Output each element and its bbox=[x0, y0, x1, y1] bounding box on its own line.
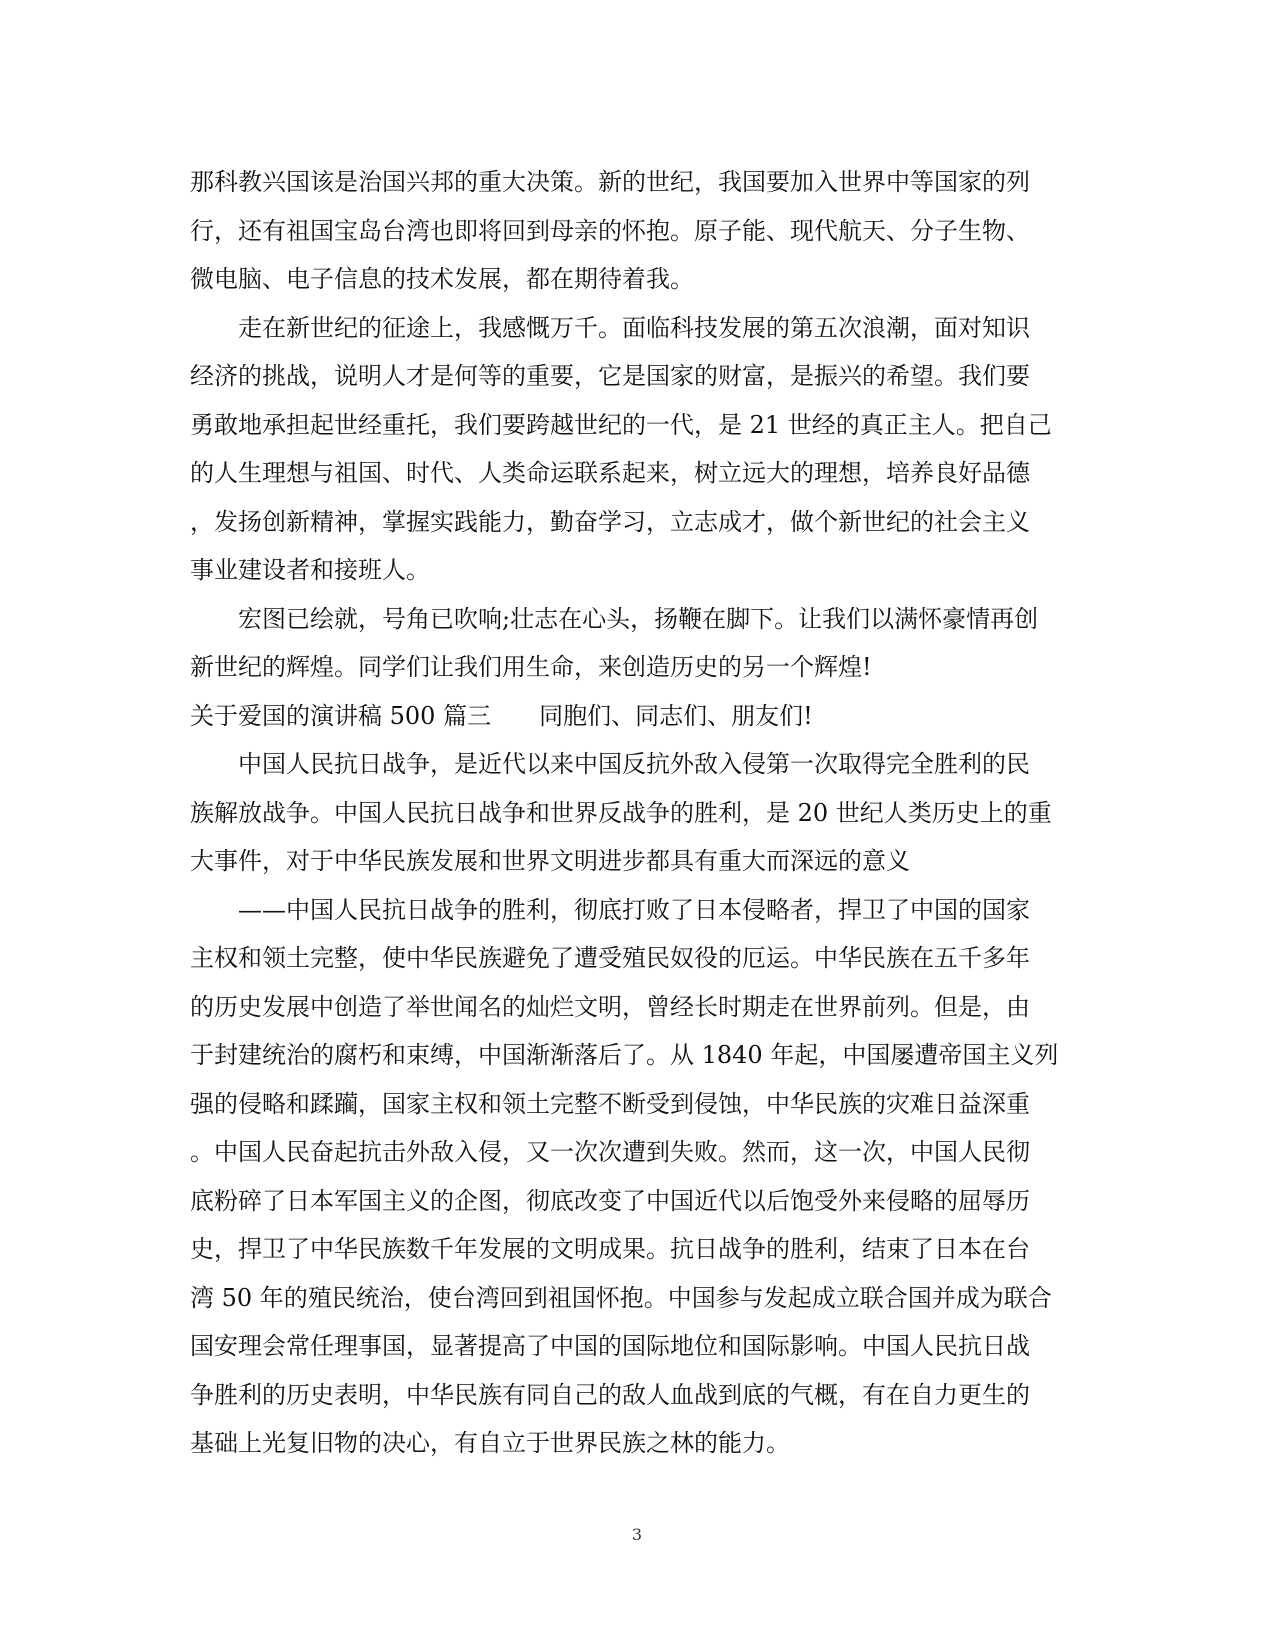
text-line: 族解放战争。中国人民抗日战争和世界反战争的胜利，是 20 世纪人类历史上的重 bbox=[190, 798, 1052, 827]
page-number: 3 bbox=[631, 1525, 643, 1544]
paragraph-block-before bbox=[190, 158, 1078, 692]
text-line: 基础上光复旧物的决心，有自立于世界民族之林的能力。 bbox=[190, 1429, 790, 1457]
text-line: 湾 50 年的殖民统治，使台湾回到祖国怀抱。中国参与发起成立联合国并成为联合 bbox=[190, 1283, 1052, 1312]
text-line: ，发扬创新精神，掌握实践能力，勤奋学习，立志成才，做个新世纪的社会主义 bbox=[190, 507, 1030, 536]
text-line: 新世纪的辉煌。同学们让我们用生命，来创造历史的另一个辉煌! bbox=[190, 653, 872, 681]
text-line: 底粉碎了日本军国主义的企图，彻底改变了中国近代以后饱受外来侵略的屈辱历 bbox=[190, 1186, 1030, 1215]
text-line: 微电脑、电子信息的技术发展，都在期待着我。 bbox=[190, 265, 694, 293]
text-line: ——中国人民抗日战争的胜利，彻底打败了日本侵略者，捍卫了中国的国家 bbox=[238, 895, 1030, 924]
text-line: 大事件，对于中华民族发展和世界文明进步都具有重大而深远的意义 bbox=[190, 847, 910, 875]
text-line: 争胜利的历史表明，中华民族有同自己的敌人血战到底的气概，有在自力更生的 bbox=[190, 1380, 1030, 1409]
text-line: 走在新世纪的征途上，我感慨万千。面临科技发展的第五次浪潮，面对知识 bbox=[238, 313, 1030, 342]
section-heading bbox=[190, 692, 1078, 741]
text-line: 强的侵略和蹂躏，国家主权和领土完整不断受到侵蚀，中华民族的灾难日益深重 bbox=[190, 1089, 1030, 1118]
text-line: 行，还有祖国宝岛台湾也即将回到母亲的怀抱。原子能、现代航天、分子生物、 bbox=[190, 216, 1030, 245]
section-greeting: 同胞们、同志们、朋友们! bbox=[539, 701, 813, 730]
text-line: 史，捍卫了中华民族数千年发展的文明成果。抗日战争的胜利，结束了日本在台 bbox=[190, 1235, 1030, 1263]
text-line: 。中国人民奋起抗击外敌入侵，又一次次遭到失败。然而，这一次，中国人民彻 bbox=[190, 1138, 1030, 1166]
text-line: 于封建统治的腐朽和束缚，中国渐渐落后了。从 1840 年起，中国屡遭帝国主义列 bbox=[190, 1041, 1059, 1069]
text-line: 勇敢地承担起世经重托，我们要跨越世纪的一代，是 21 世经的真正主人。把自己 bbox=[190, 410, 1052, 439]
text-line: 宏图已绘就，号角已吹响;壮志在心头，扬鞭在脚下。让我们以满怀豪情再创 bbox=[238, 604, 1039, 633]
paragraph-block-after bbox=[190, 740, 1078, 1468]
text-line: 国安理会常任理事国，显著提高了中国的国际地位和国际影响。中国人民抗日战 bbox=[190, 1332, 1030, 1360]
text-line: 的历史发展中创造了举世闻名的灿烂文明，曾经长时期走在世界前列。但是，由 bbox=[190, 992, 1030, 1021]
text-line: 事业建设者和接班人。 bbox=[190, 556, 430, 584]
text-line: 的人生理想与祖国、时代、人类命运联系起来，树立远大的理想，培养良好品德 bbox=[190, 459, 1030, 487]
section-title: 关于爱国的演讲稿 500 篇三 bbox=[190, 701, 492, 730]
text-line: 主权和领土完整，使中华民族避免了遭受殖民奴役的厄运。中华民族在五千多年 bbox=[190, 944, 1030, 972]
text-line: 中国人民抗日战争，是近代以来中国反抗外敌入侵第一次取得完全胜利的民 bbox=[238, 750, 1030, 778]
text-line: 经济的挑战，说明人才是何等的重要，它是国家的财富，是振兴的希望。我们要 bbox=[190, 362, 1030, 390]
text-line: 那科教兴国该是治国兴邦的重大决策。新的世纪，我国要加入世界中等国家的列 bbox=[190, 168, 1030, 196]
document-body bbox=[190, 158, 1078, 1468]
